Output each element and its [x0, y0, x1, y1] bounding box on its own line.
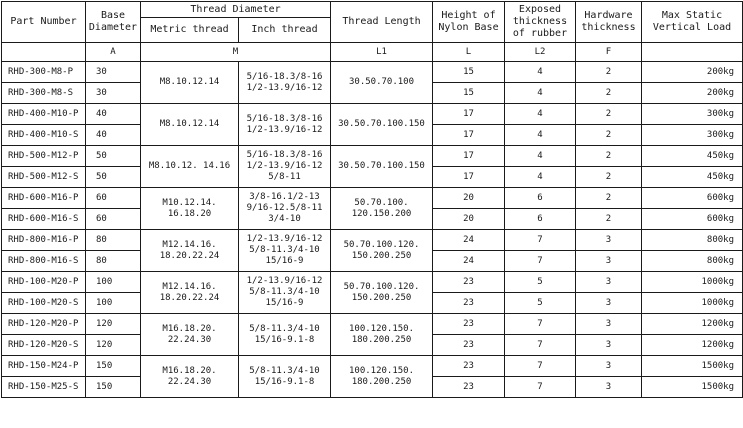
cell-part-number: RHD-300-M8-P	[2, 62, 86, 83]
header-part-number: Part Number	[2, 2, 86, 43]
table-row	[2, 62, 743, 83]
cell-inch-thread: 5/8-11.3/4-10 15/16-9.1-8	[239, 314, 331, 356]
cell-rubber-thickness: 4	[505, 62, 576, 83]
cell-thread-length: 50.70.100.120. 150.200.250	[331, 272, 433, 314]
cell-hardware-thickness: 2	[576, 209, 642, 230]
cell-metric-thread: M16.18.20. 22.24.30	[141, 314, 239, 356]
cell-part-number: RHD-400-M10-S	[2, 125, 86, 146]
cell-max-load: 600kg	[642, 188, 743, 209]
cell-part-number: RHD-800-M16-P	[2, 230, 86, 251]
header-symbol-hardware-thickness: F	[576, 43, 642, 62]
cell-nylon-height: 17	[433, 167, 505, 188]
cell-max-load: 800kg	[642, 251, 743, 272]
cell-thread-length: 50.70.100. 120.150.200	[331, 188, 433, 230]
cell-base-diameter: 150	[86, 356, 141, 377]
header-symbol-max-load	[642, 43, 743, 62]
cell-part-number: RHD-150-M25-S	[2, 377, 86, 398]
cell-metric-thread: M10.12.14. 16.18.20	[141, 188, 239, 230]
cell-hardware-thickness: 2	[576, 167, 642, 188]
cell-part-number: RHD-600-M16-P	[2, 188, 86, 209]
cell-metric-thread: M8.10.12.14	[141, 62, 239, 104]
cell-part-number: RHD-800-M16-S	[2, 251, 86, 272]
cell-max-load: 600kg	[642, 209, 743, 230]
cell-rubber-thickness: 7	[505, 314, 576, 335]
cell-base-diameter: 80	[86, 230, 141, 251]
cell-rubber-thickness: 4	[505, 167, 576, 188]
cell-hardware-thickness: 2	[576, 125, 642, 146]
spec-table	[1, 1, 743, 398]
cell-rubber-thickness: 4	[505, 146, 576, 167]
cell-rubber-thickness: 4	[505, 125, 576, 146]
cell-base-diameter: 120	[86, 314, 141, 335]
cell-hardware-thickness: 3	[576, 377, 642, 398]
cell-thread-length: 30.50.70.100.150	[331, 104, 433, 146]
cell-hardware-thickness: 3	[576, 335, 642, 356]
cell-rubber-thickness: 7	[505, 230, 576, 251]
cell-hardware-thickness: 3	[576, 356, 642, 377]
cell-rubber-thickness: 6	[505, 209, 576, 230]
cell-nylon-height: 23	[433, 293, 505, 314]
cell-max-load: 1000kg	[642, 272, 743, 293]
cell-max-load: 800kg	[642, 230, 743, 251]
header-max-load: Max Static Vertical Load	[642, 2, 743, 43]
cell-inch-thread: 3/8-16.1/2-13 9/16-12.5/8-11 3/4-10	[239, 188, 331, 230]
cell-base-diameter: 100	[86, 293, 141, 314]
cell-nylon-height: 23	[433, 314, 505, 335]
cell-base-diameter: 50	[86, 146, 141, 167]
table-row	[2, 230, 743, 251]
cell-part-number: RHD-120-M20-S	[2, 335, 86, 356]
cell-part-number: RHD-600-M16-S	[2, 209, 86, 230]
cell-hardware-thickness: 2	[576, 104, 642, 125]
cell-base-diameter: 120	[86, 335, 141, 356]
cell-inch-thread: 5/8-11.3/4-10 15/16-9.1-8	[239, 356, 331, 398]
cell-rubber-thickness: 7	[505, 377, 576, 398]
cell-hardware-thickness: 3	[576, 314, 642, 335]
cell-hardware-thickness: 2	[576, 188, 642, 209]
cell-rubber-thickness: 4	[505, 104, 576, 125]
cell-nylon-height: 20	[433, 209, 505, 230]
cell-max-load: 450kg	[642, 146, 743, 167]
cell-nylon-height: 17	[433, 125, 505, 146]
cell-rubber-thickness: 5	[505, 272, 576, 293]
header-rubber-thickness: Exposed thickness of rubber	[505, 2, 576, 43]
cell-inch-thread: 1/2-13.9/16-12 5/8-11.3/4-10 15/16-9	[239, 272, 331, 314]
cell-hardware-thickness: 2	[576, 62, 642, 83]
header-inch-thread: Inch thread	[239, 18, 331, 43]
cell-thread-length: 30.50.70.100	[331, 62, 433, 104]
cell-base-diameter: 40	[86, 125, 141, 146]
cell-metric-thread: M16.18.20. 22.24.30	[141, 356, 239, 398]
cell-part-number: RHD-100-M20-S	[2, 293, 86, 314]
cell-inch-thread: 1/2-13.9/16-12 5/8-11.3/4-10 15/16-9	[239, 230, 331, 272]
cell-nylon-height: 23	[433, 377, 505, 398]
cell-nylon-height: 17	[433, 146, 505, 167]
cell-max-load: 450kg	[642, 167, 743, 188]
table-body	[2, 62, 743, 398]
header-hardware-thickness: Hardware thickness	[576, 2, 642, 43]
cell-base-diameter: 150	[86, 377, 141, 398]
cell-metric-thread: M8.10.12.14	[141, 104, 239, 146]
cell-max-load: 300kg	[642, 104, 743, 125]
cell-nylon-height: 23	[433, 272, 505, 293]
cell-rubber-thickness: 7	[505, 356, 576, 377]
cell-max-load: 1000kg	[642, 293, 743, 314]
cell-inch-thread: 5/16-18.3/8-16 1/2-13.9/16-12	[239, 62, 331, 104]
cell-base-diameter: 100	[86, 272, 141, 293]
cell-metric-thread: M12.14.16. 18.20.22.24	[141, 230, 239, 272]
table-header	[2, 2, 743, 62]
cell-part-number: RHD-150-M24-P	[2, 356, 86, 377]
header-base-diameter: Base Diameter	[86, 2, 141, 43]
cell-hardware-thickness: 3	[576, 293, 642, 314]
cell-nylon-height: 20	[433, 188, 505, 209]
cell-base-diameter: 30	[86, 62, 141, 83]
table-row	[2, 356, 743, 377]
table-row	[2, 272, 743, 293]
table-row	[2, 314, 743, 335]
header-symbol-thread-diameter: M	[141, 43, 331, 62]
cell-max-load: 1200kg	[642, 314, 743, 335]
cell-max-load: 1200kg	[642, 335, 743, 356]
cell-rubber-thickness: 4	[505, 83, 576, 104]
cell-rubber-thickness: 7	[505, 335, 576, 356]
cell-nylon-height: 24	[433, 251, 505, 272]
cell-inch-thread: 5/16-18.3/8-16 1/2-13.9/16-12 5/8-11	[239, 146, 331, 188]
cell-nylon-height: 23	[433, 335, 505, 356]
cell-part-number: RHD-500-M12-S	[2, 167, 86, 188]
header-symbol-part-number	[2, 43, 86, 62]
cell-hardware-thickness: 2	[576, 83, 642, 104]
cell-thread-length: 100.120.150. 180.200.250	[331, 356, 433, 398]
header-thread-length: Thread Length	[331, 2, 433, 43]
cell-hardware-thickness: 3	[576, 272, 642, 293]
cell-max-load: 200kg	[642, 83, 743, 104]
cell-thread-length: 50.70.100.120. 150.200.250	[331, 230, 433, 272]
cell-max-load: 1500kg	[642, 377, 743, 398]
cell-max-load: 200kg	[642, 62, 743, 83]
header-symbol-rubber-thickness: L2	[505, 43, 576, 62]
cell-base-diameter: 30	[86, 83, 141, 104]
table-row	[2, 104, 743, 125]
cell-base-diameter: 40	[86, 104, 141, 125]
cell-rubber-thickness: 6	[505, 188, 576, 209]
cell-thread-length: 100.120.150. 180.200.250	[331, 314, 433, 356]
header-metric-thread: Metric thread	[141, 18, 239, 43]
cell-rubber-thickness: 5	[505, 293, 576, 314]
cell-part-number: RHD-400-M10-P	[2, 104, 86, 125]
cell-hardware-thickness: 3	[576, 251, 642, 272]
cell-hardware-thickness: 2	[576, 146, 642, 167]
cell-rubber-thickness: 7	[505, 251, 576, 272]
cell-nylon-height: 15	[433, 62, 505, 83]
cell-nylon-height: 24	[433, 230, 505, 251]
cell-nylon-height: 23	[433, 356, 505, 377]
cell-thread-length: 30.50.70.100.150	[331, 146, 433, 188]
cell-max-load: 300kg	[642, 125, 743, 146]
cell-max-load: 1500kg	[642, 356, 743, 377]
cell-base-diameter: 80	[86, 251, 141, 272]
cell-part-number: RHD-500-M12-P	[2, 146, 86, 167]
header-thread-diameter: Thread Diameter	[141, 2, 331, 18]
cell-hardware-thickness: 3	[576, 230, 642, 251]
cell-part-number: RHD-120-M20-P	[2, 314, 86, 335]
cell-base-diameter: 60	[86, 209, 141, 230]
cell-nylon-height: 17	[433, 104, 505, 125]
table-row	[2, 146, 743, 167]
cell-part-number: RHD-300-M8-S	[2, 83, 86, 104]
header-nylon-height: Height of Nylon Base	[433, 2, 505, 43]
cell-metric-thread: M12.14.16. 18.20.22.24	[141, 272, 239, 314]
cell-inch-thread: 5/16-18.3/8-16 1/2-13.9/16-12	[239, 104, 331, 146]
cell-base-diameter: 50	[86, 167, 141, 188]
cell-base-diameter: 60	[86, 188, 141, 209]
header-symbol-nylon-height: L	[433, 43, 505, 62]
table-row	[2, 188, 743, 209]
header-symbol-base-diameter: A	[86, 43, 141, 62]
cell-part-number: RHD-100-M20-P	[2, 272, 86, 293]
cell-nylon-height: 15	[433, 83, 505, 104]
header-symbol-thread-length: L1	[331, 43, 433, 62]
cell-metric-thread: M8.10.12. 14.16	[141, 146, 239, 188]
